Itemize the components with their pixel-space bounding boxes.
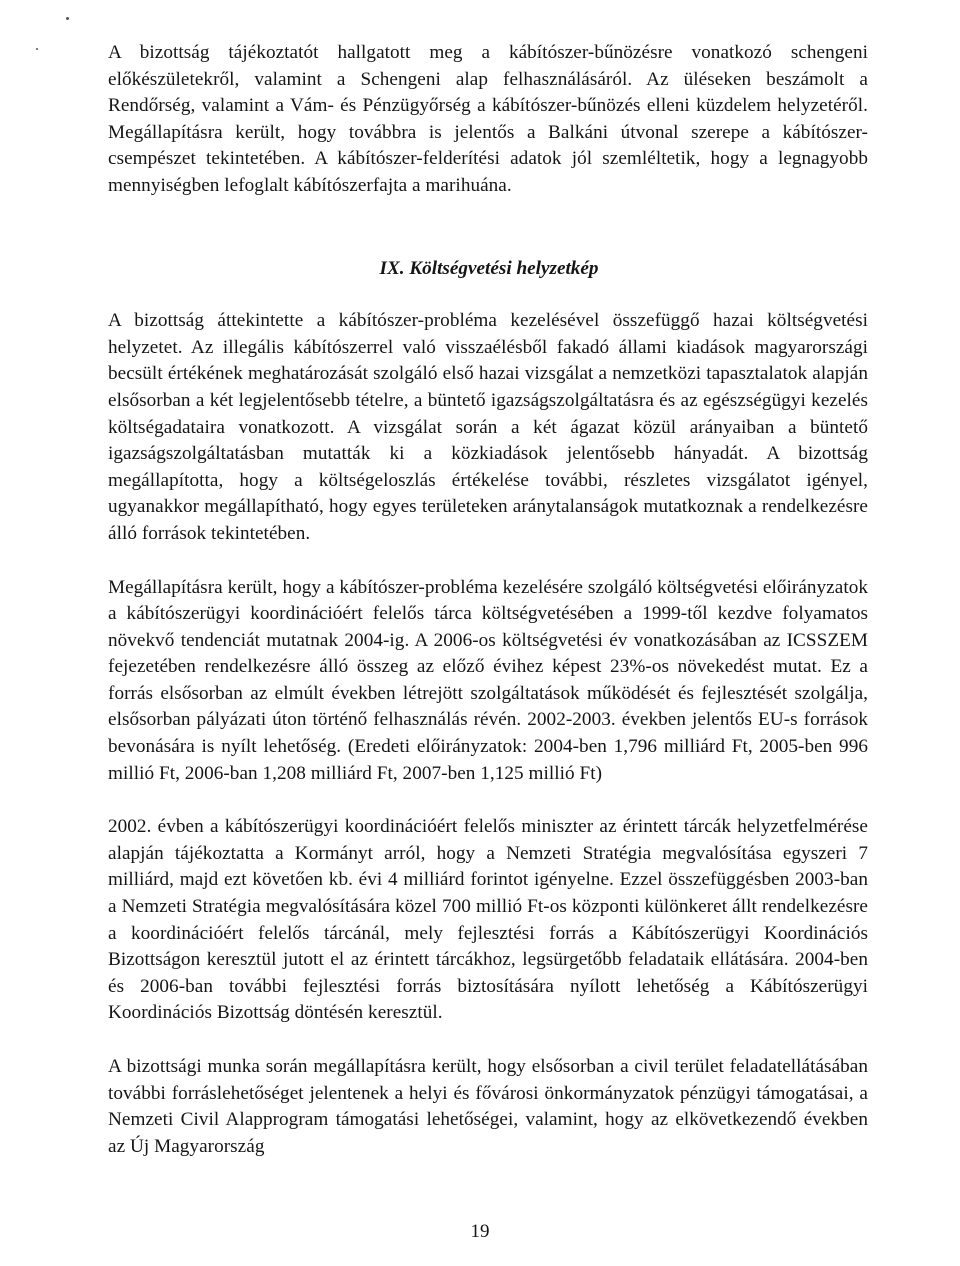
paragraph-budget-appropriations: Megállapításra került, hogy a kábítószer-probléma kezelésére szolgáló költségvetési előirányzatok a kábítószerügyi koordinációért felelős tárca költségvetésében a 1999-től kezdve folyamatos növekvő tendenciát mutatnak 2004-ig. A 2006-os költségvetési év vonatkozásában az ICSSZEM fejezetében rendelkezésre álló összeg az előző évihez képest 23%-os növekedést mutat. Ez a forrás elsősorban az elmúlt években létrejött szolgáltatások működését és fejlesztését szolgálja, elsősorban pályázati úton történő felhasználás révén. 2002-2003. években jelentős EU-s források bevonására is nyílt lehetőség. (Eredeti előirányzatok: 2004-ben 1,796 milliárd Ft, 2005-ben 996 millió Ft, 2006-ban 1,208 milliárd Ft, 2007-ben 1,125 millió Ft): [108, 576, 868, 784]
paragraph-schengen: A bizottság tájékoztatót hallgatott meg a kábítószer-bűnözésre vonatkozó schengeni előkészületekről, valamint a Schengeni alap felhasználásáról. Az üléseken beszámolt a Rendőrség, valamint a Vám- és Pénzügyőrség a kábítószer-bűnözés elleni küzdelem helyzetéről. Megállapításra került, hogy továbbra is jelentős a Balkáni útvonal szerepe a kábítószer-csempészet tekintetében. A kábítószer-felderítési adatok jól szemléltetik, hogy a legnagyobb mennyiségben lefoglalt kábítószerfajta a marihuána.: [108, 42, 868, 196]
paragraph-national-strategy: 2002. évben a kábítószerügyi koordinációért felelős miniszter az érintett tárcák helyzetfelmérése alapján tájékoztatta a Kormányt arról, hogy a Nemzeti Stratégia megvalósítása egyszeri 7 milliárd, majd ezt követően kb. évi 4 milliárd forintot igényelne. Ezzel összefüggésben 2003-ban a Nemzeti Stratégia megvalósítására közel 700 millió Ft-os központi különkeret állt rendelkezésre a koordinációért felelős tárcánál, mely fejlesztési forrás a Kábítószerügyi Koordinációs Bizottságon keresztül jutott el az érintett tárcákhoz, legsürgetőbb feladataik ellátására. 2004-ben és 2006-ban további fejlesztési forrás biztosítására nyílott lehetőség a Kábítószerügyi Koordinációs Bizottság döntésén keresztül.: [108, 816, 868, 1024]
scan-speck: [36, 48, 38, 50]
page-number: 19: [470, 1221, 490, 1242]
document-page: [108, 40, 868, 1160]
paragraph-budget-overview: A bizottság áttekintette a kábítószer-probléma kezelésével összefüggő hazai költségvetési helyzetet. Az illegális kábítószerrel való visszaélésből fakadó állami kiadások magyarországi becsült értékének meghatározását szolgáló első hazai vizsgálat a nemzetközi tapasztalatok alapján elsősorban a két legjelentősebb tételre, a büntető igazságszolgáltatásra és az egészségügyi kezelés költségadataira vonatkozott. A vizsgálat során a két ágazat közül arányaiban a büntető igazságszolgáltatásban mutatták ki a közkiadások jelentősebb hányadát. A bizottság megállapította, hogy a költségeloszlás értékelése további, részletes vizsgálatot igényel, ugyanakkor megállapítható, hogy egyes területeken aránytalanságok mutatkoznak a rendelkezésre álló források tekintetében.: [108, 310, 868, 544]
section-heading: IX. Költségvetési helyzetkép: [379, 257, 599, 279]
paragraph-civil-funding: A bizottsági munka során megállapításra került, hogy elsősorban a civil terület feladatellátásában további forráslehetőséget jelentenek a helyi és fővárosi önkormányzatok pénzügyi támogatásai, a Nemzeti Civil Alapprogram támogatási lehetőségei, valamint, hogy az elkövetkezendő években az Új Magyarország: [108, 1056, 868, 1157]
scan-speck: [66, 17, 69, 20]
